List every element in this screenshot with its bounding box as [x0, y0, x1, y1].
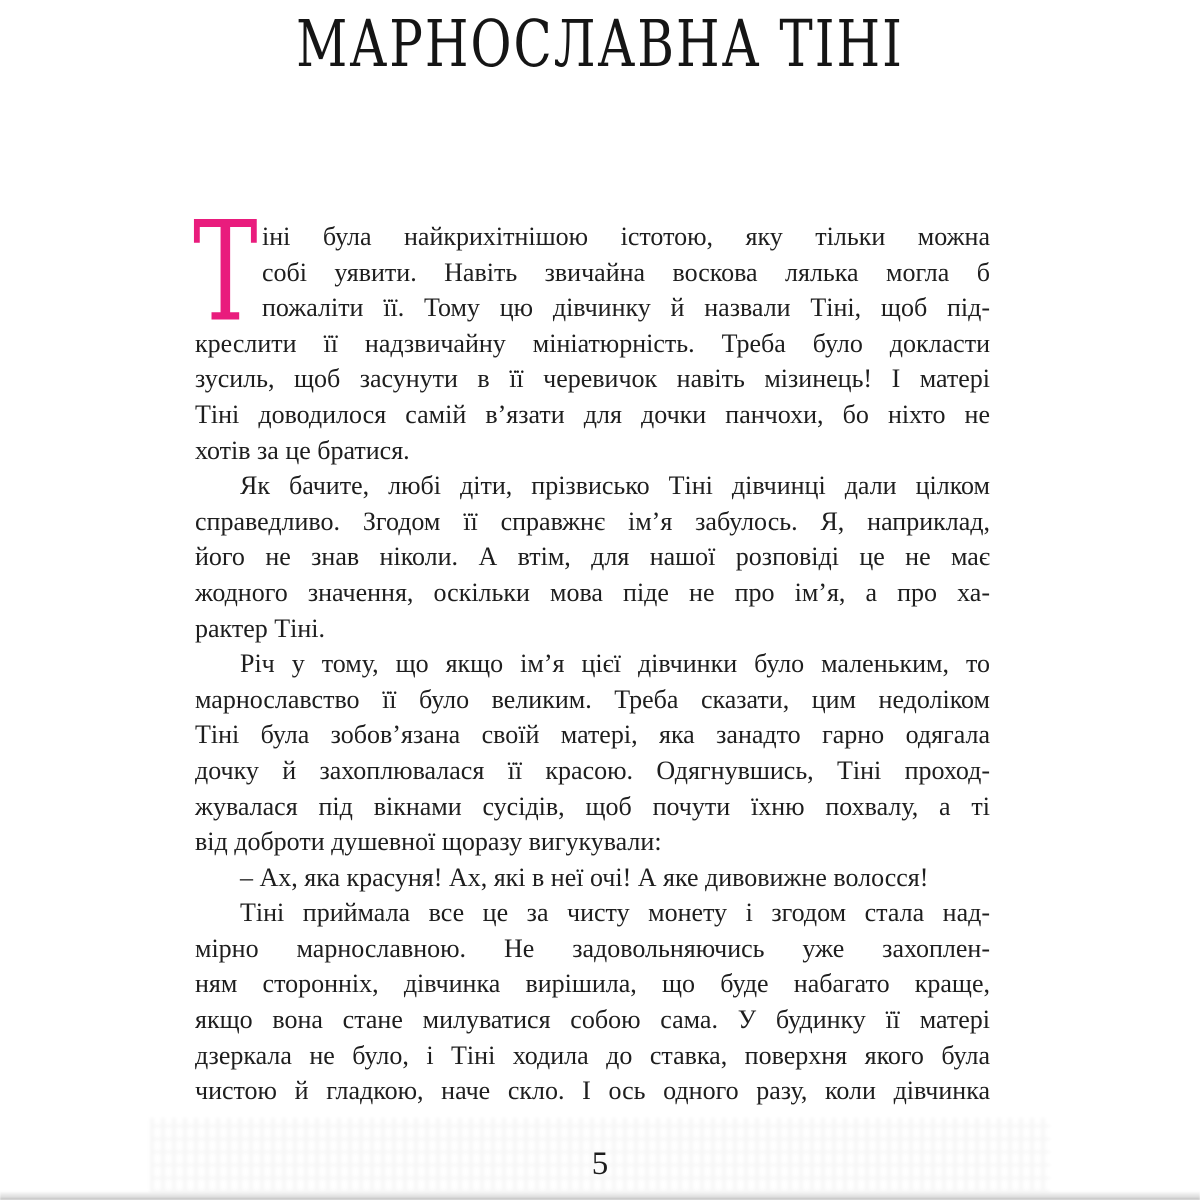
- text-line: якщо вона стане милуватися собою сама. У будинку її матері: [195, 1005, 990, 1035]
- text-line: дочку й захоплювалася її красою. Одягнувшись, Тіні проход-: [195, 755, 990, 785]
- text-line: зусиль, щоб засунути в її черевичок навіть мізинець! І матері: [195, 364, 990, 394]
- text-line: Тіні була зобов’язана своїй матері, яка занадто гарно одягала: [195, 720, 990, 750]
- text-line: ням сторонніх, дівчинка вирішила, що буде набагато краще,: [195, 969, 990, 999]
- page-number: 5: [591, 1146, 609, 1182]
- text-line: марнославство її було великим. Треба сказати, цим недоліком: [195, 684, 990, 714]
- text-line: справедливо. Згодом її справжнє ім’я забулось. Я, наприклад,: [195, 506, 990, 536]
- text-line: іні була найкрихітнішою істотою, яку тільки можна: [262, 222, 990, 251]
- text-line: його не знав ніколи. А втім, для нашої розповіді це не має: [195, 542, 990, 572]
- text-line: Тіні приймала все це за чисту монету і згодом стала над-: [240, 898, 990, 928]
- text-line: жувалася під вікнами сусідів, щоб почути їхню похвалу, а ті: [195, 791, 990, 821]
- text-line: хотів за це братися.: [195, 435, 410, 465]
- drop-cap: Т: [193, 191, 258, 353]
- text-line: Річ у тому, що якщо ім’я цієї дівчинки було маленьким, то: [240, 649, 990, 679]
- paragraph: [195, 895, 990, 1109]
- text-line: пожаліти її. Тому цю дівчинку й назвали Тіні, щоб під-: [262, 293, 990, 323]
- text-line: – Ах, яка красуня! Ах, які в неї очі! А яке дивовижне волосся!: [240, 862, 929, 892]
- text-line: Тіні доводилося самій в’язати для дочки панчохи, бо ніхто не: [195, 399, 990, 429]
- text-line: дзеркала не було, і Тіні ходила до ставка, поверхня якого була: [195, 1040, 990, 1070]
- text-line: мірно марнославною. Не задовольняючись уже захоплен-: [195, 933, 990, 963]
- text-line: жодного значення, оскільки мова піде не про ім’я, а про ха-: [195, 577, 990, 607]
- text-line: креслити її надзвичайну мініатюрність. Треба було докласти: [195, 328, 990, 358]
- text-line: рактер Тіні.: [195, 613, 325, 643]
- paragraph: [193, 191, 990, 468]
- paragraph: [195, 468, 990, 646]
- paragraph: [195, 646, 990, 860]
- paragraph: [195, 860, 990, 896]
- text-line: чистою й гладкою, наче скло. І ось одного разу, коли дівчинка: [195, 1076, 990, 1106]
- text-line: Як бачите, любі діти, прізвисько Тіні дівчинці дали цілком: [240, 471, 990, 501]
- chapter-title: МАРНОСЛАВНА ТІНІ: [296, 6, 904, 82]
- text-line: собі уявити. Навіть звичайна воскова лялька могла б: [262, 257, 990, 287]
- text-block: [193, 191, 990, 1109]
- page-bottom-edge-shadow: [0, 1191, 1200, 1200]
- text-line: від доброти душевної щоразу вигукували:: [195, 827, 662, 857]
